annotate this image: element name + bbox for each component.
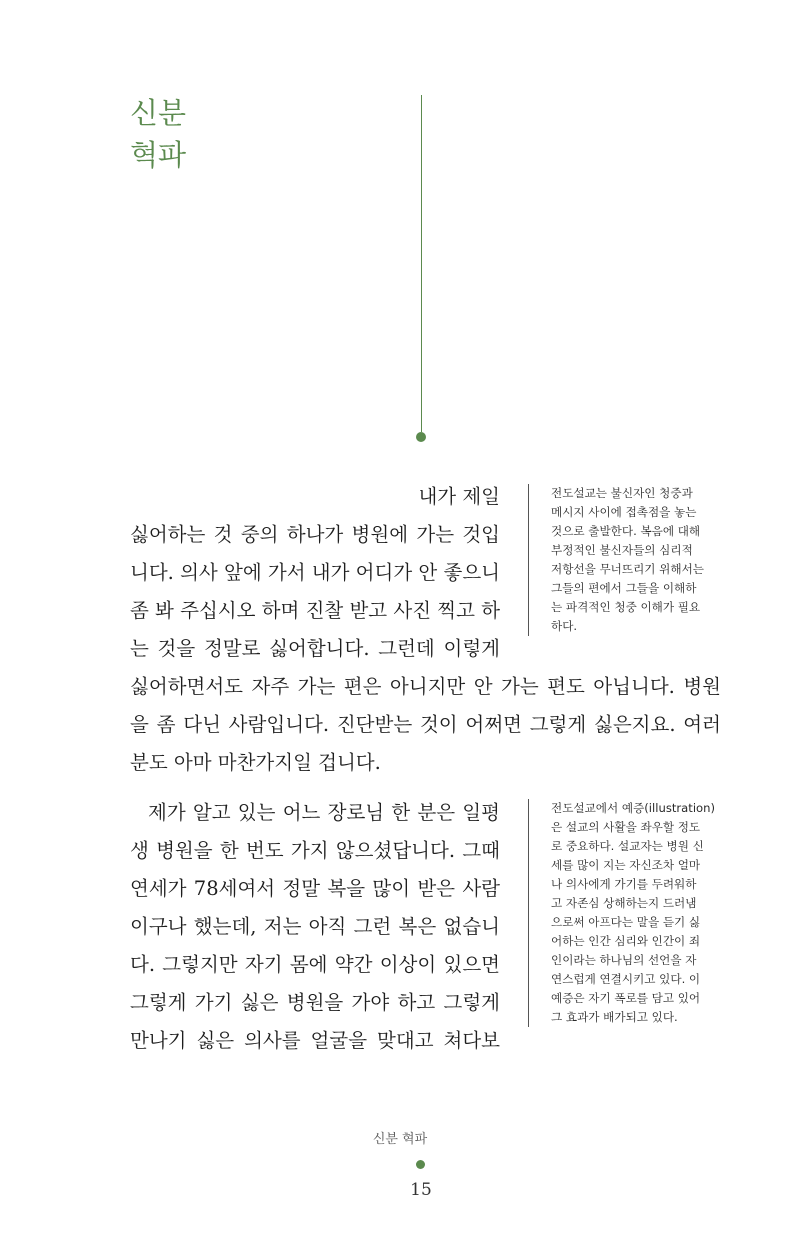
sidenote-line: 인이라는 하나님의 선언을 자 [551, 953, 697, 967]
sidenote-line: 전도설교에서 예증(illustration) [551, 801, 716, 815]
sidenote-line: 예증은 자기 폭로를 담고 있어 [551, 991, 701, 1005]
text-line: 분도 아마 마찬가지일 겁니다. [130, 751, 381, 774]
sidenote-line: 로 중요하다. 설교자는 병원 신 [551, 839, 704, 853]
sidenote-line: 세를 많이 지는 자신조차 얼마 [551, 858, 701, 872]
text-line: 다. 그렇지만 자기 몸에 약간 이상이 있으면 [130, 953, 500, 976]
sidenote-line: 하다. [551, 619, 578, 633]
text-line: 싫어하는 것 중의 하나가 병원에 가는 것입 [130, 523, 500, 546]
sidenote-2 [528, 799, 751, 1027]
page-number: 15 [410, 1180, 432, 1200]
sidenote-1 [528, 484, 751, 636]
sidenote-line: 나 의사에게 가기를 두려워하 [551, 877, 697, 891]
text-line: 이구나 했는데, 저는 아직 그런 복은 없습니 [130, 915, 500, 938]
sidenote-line: 고 자존심 상해하는지 드러냄 [551, 896, 697, 910]
sidenote-line: 은 설교의 사활을 좌우할 정도 [551, 820, 701, 834]
paragraph-1-wide [130, 668, 721, 782]
text-line: 는 것을 정말로 싫어합니다. 그런데 이렇게 [130, 637, 500, 660]
paragraph-1-narrow [130, 478, 500, 668]
text-line: 싫어하면서도 자주 가는 편은 아니지만 안 가는 편도 아닙니다. 병원 [130, 675, 721, 698]
text-line: 좀 봐 주십시오 하며 진찰 받고 사진 찍고 하 [130, 599, 500, 622]
text-line: 그렇게 가기 싫은 병원을 가야 하고 그렇게 [130, 991, 500, 1014]
chapter-title [130, 92, 186, 176]
running-head: 신분 혁파 [372, 1132, 428, 1147]
chapter-title-line-1: 신분 [130, 96, 187, 130]
sidenote-line: 어하는 인간 심리와 인간이 죄 [551, 934, 701, 948]
sidenote-line: 것으로 출발한다. 복음에 대해 [551, 524, 701, 538]
sidenote-line: 그 효과가 배가되고 있다. [551, 1010, 678, 1024]
text-line: 생 병원을 한 번도 가지 않으셨답니다. 그때 [130, 839, 500, 862]
sidenote-line: 연스럽게 연결시키고 있다. 이 [551, 972, 701, 986]
sidenote-line: 는 파격적인 청중 이해가 필요 [551, 600, 701, 614]
decorative-vertical-rule [421, 95, 422, 432]
paragraph-2 [130, 794, 500, 1060]
footer-dot [416, 1160, 425, 1169]
text-line: 니다. 의사 앞에 가서 내가 어디가 안 좋으니 [130, 561, 500, 584]
text-line: 연세가 78세여서 정말 복을 많이 받은 사람 [130, 877, 500, 900]
text-line: 만나기 싫은 의사를 얼굴을 맞대고 쳐다보 [130, 1029, 500, 1052]
sidenote-line: 저항선을 무너뜨리기 위해서는 [551, 562, 704, 576]
sidenote-line: 부정적인 불신자들의 심리적 [551, 543, 693, 557]
chapter-title-line-2: 혁파 [130, 138, 187, 172]
sidenote-line: 메시지 사이에 접촉점을 놓는 [551, 505, 697, 519]
sidenote-line: 전도설교는 불신자인 청중과 [551, 486, 693, 500]
text-line: 내가 제일 [418, 485, 500, 508]
text-line: 제가 알고 있는 어느 장로님 한 분은 일평 [148, 801, 500, 824]
sidenote-line: 그들의 편에서 그들을 이해하 [551, 581, 697, 595]
sidenote-line: 으로써 아프다는 말을 듣기 싫 [551, 915, 701, 929]
text-line: 을 좀 다닌 사람입니다. 진단받는 것이 어쩌면 그렇게 싫은지요. 여러 [130, 713, 721, 736]
decorative-dot [416, 432, 426, 442]
